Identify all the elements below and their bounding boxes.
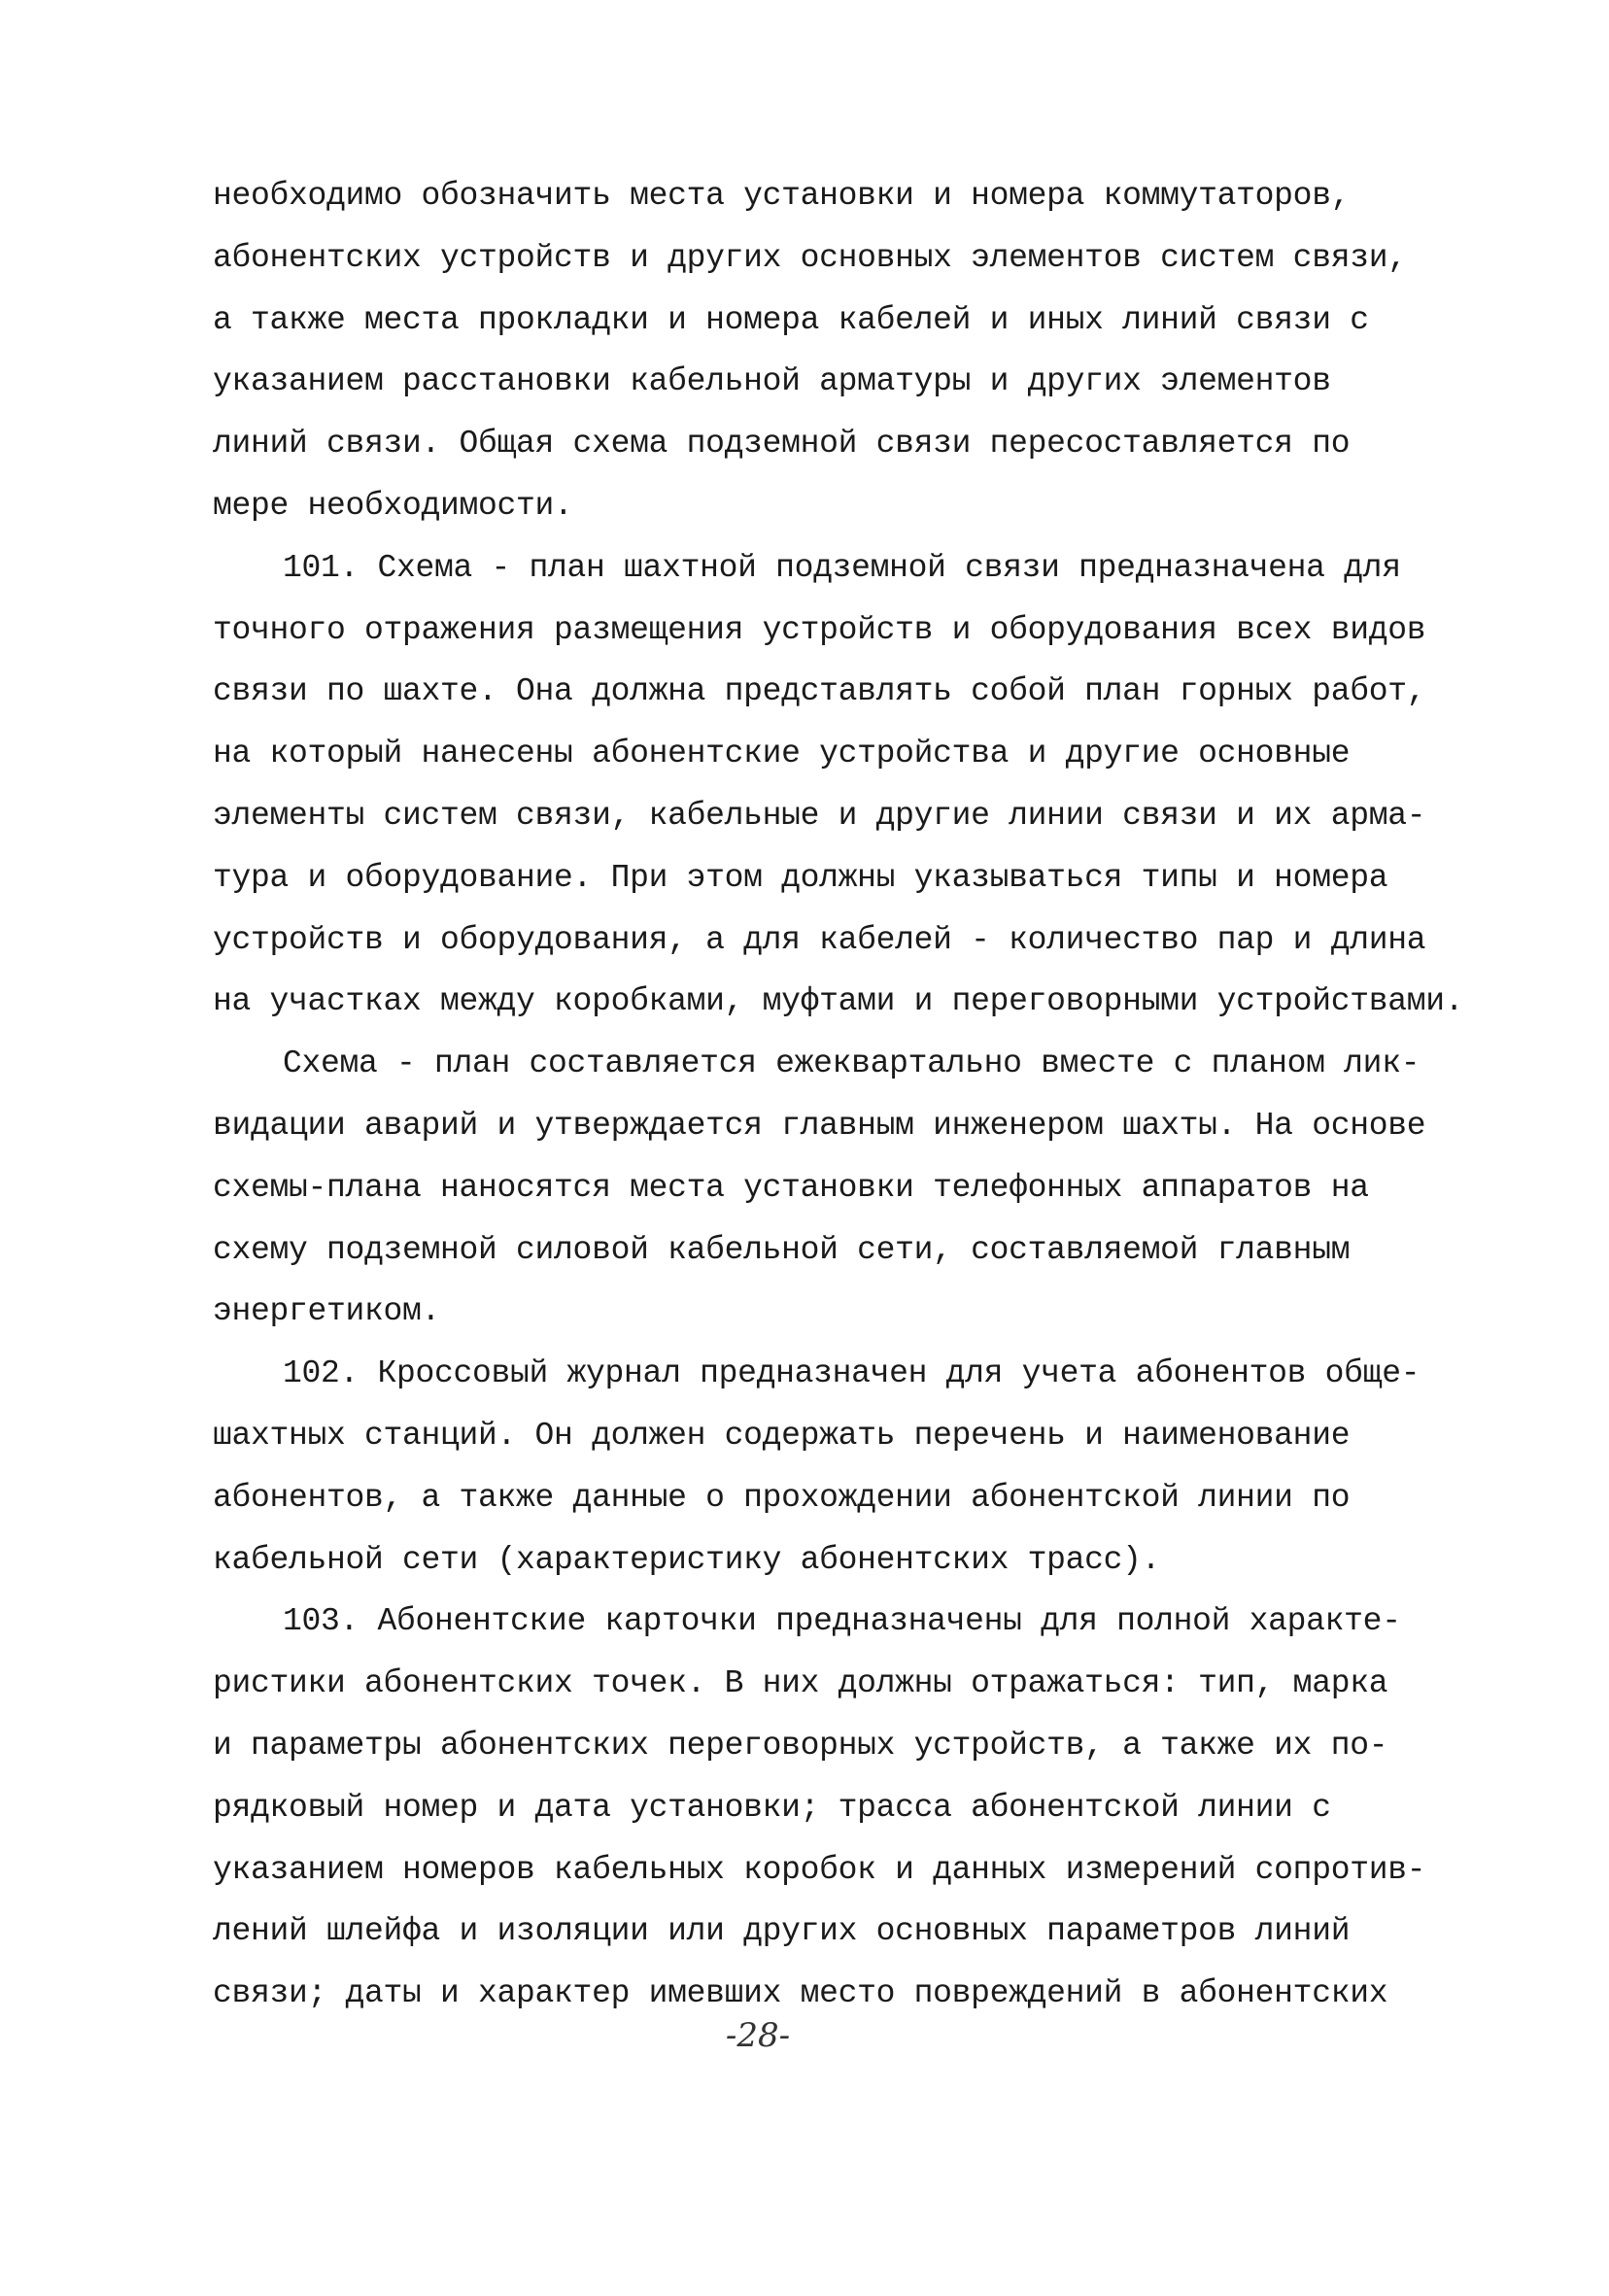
paragraph-scheme-plan [213, 1033, 1442, 1343]
text-line: схему подземной силовой кабельной сети, составляемой главным [213, 1231, 1351, 1268]
text-line: на участках между коробками, муфтами и переговорными устройствами. [213, 983, 1464, 1020]
text-line: на который нанесены абонентские устройства и другие основные [213, 736, 1351, 772]
text-line: видации аварий и утверждается главным инженером шахты. На основе [213, 1107, 1426, 1144]
text-line: энергетиком. [213, 1293, 441, 1330]
text-line: 101. Схема - план шахтной подземной связи предназначена для [283, 549, 1401, 586]
text-line: указанием номеров кабельных коробок и данных измерений сопротив- [213, 1851, 1426, 1888]
paragraph-101 [213, 537, 1464, 1033]
text-line: абонентских устройств и других основных элементов систем связи, [213, 239, 1407, 276]
text-line: шахтных станций. Он должен содержать перечень и наименование [213, 1417, 1351, 1454]
text-line: устройств и оборудования, а для кабелей - количество пар и длина [213, 921, 1426, 958]
text-line: связи по шахте. Она должна представлять собой план горных работ, [213, 673, 1426, 710]
text-line: 103. Абонентские карточки предназначены для полной характе- [283, 1603, 1401, 1640]
text-line: линий связи. Общая схема подземной связи пересоставляется по [213, 426, 1351, 463]
text-line: мере необходимости. [213, 487, 573, 524]
text-line: элементы систем связи, кабельные и другие линии связи и их арма- [213, 797, 1426, 834]
text-line: абонентов, а также данные о прохождении абонентской линии по [213, 1479, 1351, 1516]
text-line: указанием расстановки кабельной арматуры и других элементов [213, 363, 1331, 400]
text-line: схемы-плана наносятся места установки телефонных аппаратов на [213, 1169, 1369, 1206]
text-line: связи; даты и характер имевших место повреждений в абонентских [213, 1975, 1388, 2012]
text-line: лений шлейфа и изоляции или других основных параметров линий [213, 1913, 1351, 1950]
text-line: 102. Кроссовый журнал предназначен для учета абонентов обще- [283, 1355, 1421, 1392]
text-line: ристики абонентских точек. В них должны отражаться: тип, марка [213, 1665, 1388, 1702]
document-body [213, 165, 1464, 2025]
text-line: и параметры абонентских переговорных устройств, а также их по- [213, 1727, 1388, 1764]
text-line: рядковый номер и дата установки; трасса абонентской линии с [213, 1789, 1331, 1826]
paragraph-103 [213, 1591, 1442, 2025]
page-number: -28- [725, 2016, 791, 2055]
paragraph-1 [213, 165, 1442, 537]
text-line: а также места прокладки и номера кабелей и иных линий связи с [213, 301, 1369, 338]
text-line: тура и оборудование. При этом должны указываться типы и номера [213, 859, 1388, 896]
paragraph-102 [213, 1343, 1442, 1591]
text-line: точного отражения размещения устройств и оборудования всех видов [213, 611, 1426, 648]
text-line: кабельной сети (характеристику абонентских трасс). [213, 1541, 1161, 1578]
text-line: необходимо обозначить места установки и номера коммутаторов, [213, 178, 1351, 214]
text-line: Схема - план составляется ежеквартально вместе с планом лик- [283, 1045, 1421, 1082]
